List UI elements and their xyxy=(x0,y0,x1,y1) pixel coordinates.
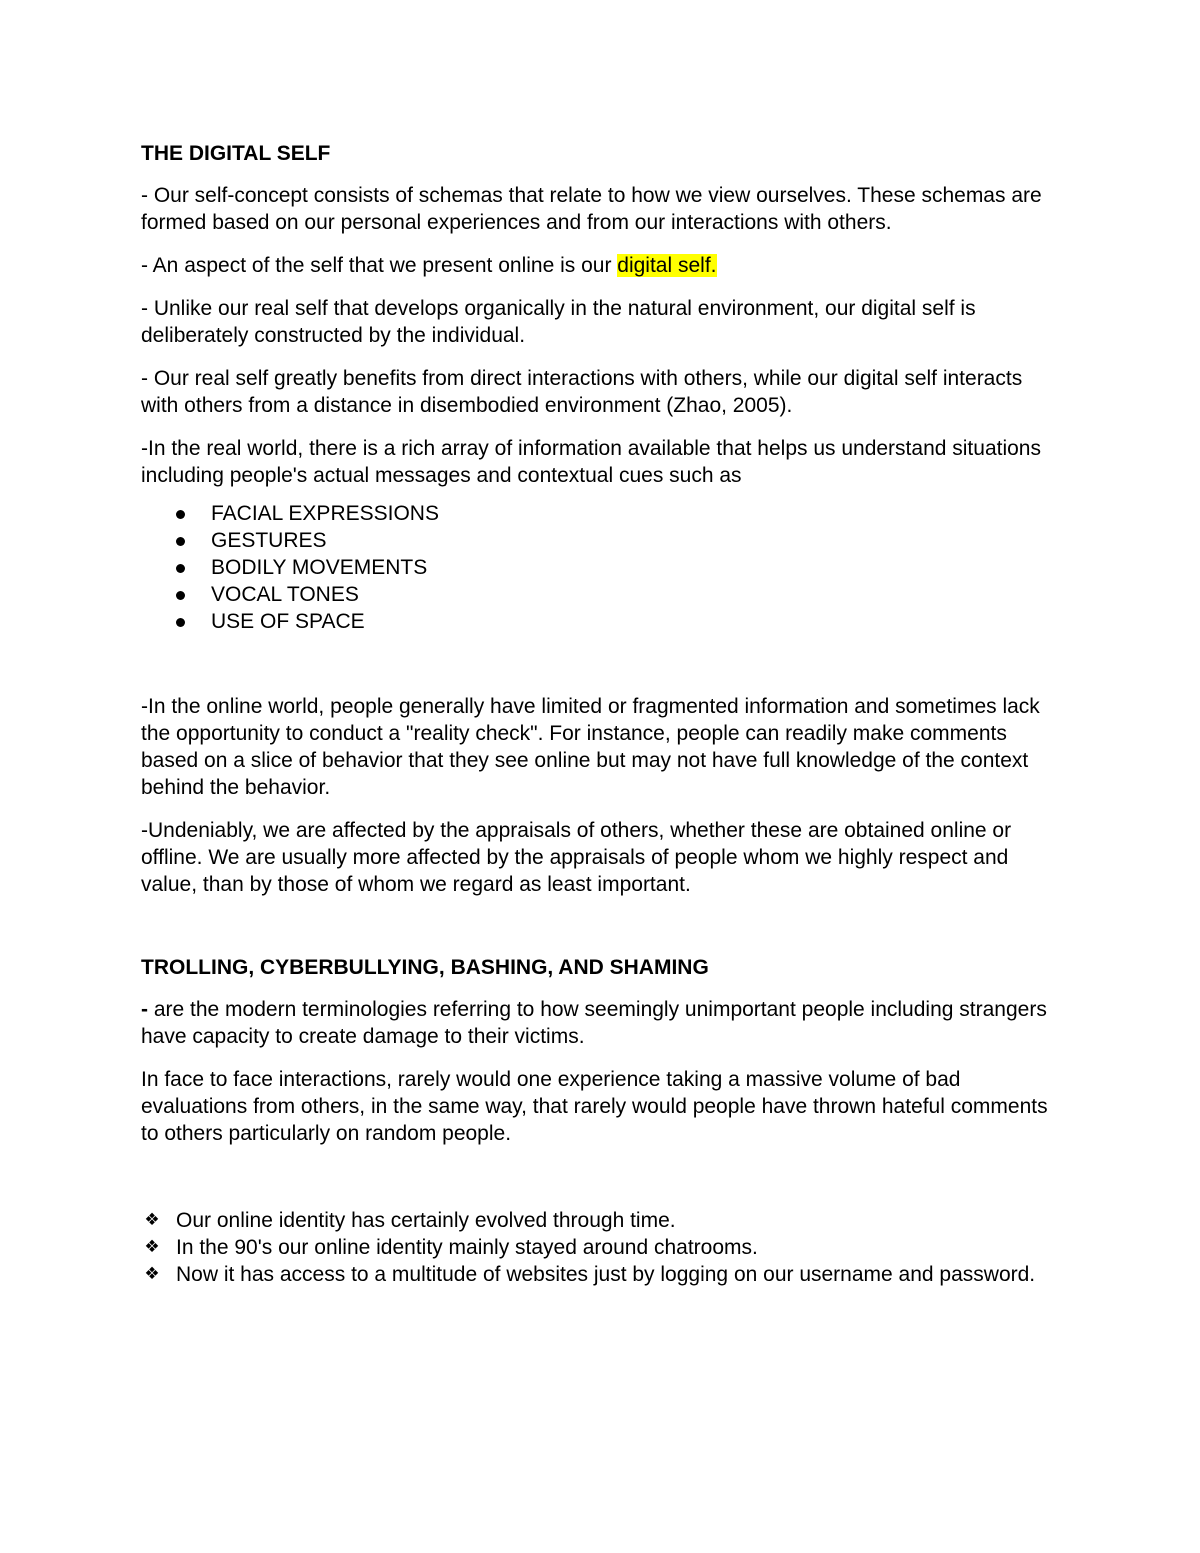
list-item-text: Now it has access to a multitude of websites just by logging on our username and password. xyxy=(176,1263,1036,1286)
list-item-text: FACIAL EXPRESSIONS xyxy=(211,502,439,525)
paragraph-real-world: -In the real world, there is a rich array of information available that helps us understand situations including people's actual messages and contextual cues such as xyxy=(141,437,1041,487)
paragraph-modern-terminologies xyxy=(141,996,1061,1050)
list-item xyxy=(144,1207,1061,1234)
list-item-text: Our online identity has certainly evolved through time. xyxy=(176,1209,676,1232)
paragraph-online-world: -In the online world, people generally have limited or fragmented information and sometimes lack the opportunity to conduct a "reality check". For instance, people can readily make comments based on a slice of behavior that they see online but may not have full knowledge of the context behind the behavior. xyxy=(141,695,1040,799)
list-item xyxy=(144,1234,1061,1261)
list-item-text: VOCAL TONES xyxy=(211,583,359,606)
paragraph-self-concept: - Our self-concept consists of schemas that relate to how we view ourselves. These schemas are formed based on our personal experiences and from our interactions with others. xyxy=(141,184,1042,234)
paragraph-real-vs-digital: - Unlike our real self that develops organically in the natural environment, our digital self is deliberately constructed by the individual. xyxy=(141,297,976,347)
diamond-bullet-icon: ❖ xyxy=(144,1237,160,1257)
list-item-text: BODILY MOVEMENTS xyxy=(211,556,428,579)
spacer xyxy=(141,635,1061,693)
bullet-icon xyxy=(176,564,185,573)
bullet-icon xyxy=(176,591,185,600)
contextual-cues-list xyxy=(141,500,1061,635)
online-identity-list xyxy=(141,1207,1061,1288)
section-heading-digital-self: THE DIGITAL SELF xyxy=(141,142,331,165)
highlighted-term: digital self. xyxy=(617,254,717,277)
list-item xyxy=(144,1261,1061,1288)
paragraph-digital-self-text: - An aspect of the self that we present online is our xyxy=(141,254,618,277)
paragraph-face-to-face: In face to face interactions, rarely would one experience taking a massive volume of bad evaluations from others, in the same way, that rarely would people have thrown hateful comments to others particularly on random people. xyxy=(141,1068,1048,1145)
list-item-text: GESTURES xyxy=(211,529,327,552)
list-item xyxy=(211,527,1061,554)
list-item xyxy=(211,608,1061,635)
bullet-icon xyxy=(176,618,185,627)
list-item xyxy=(211,554,1061,581)
bullet-icon xyxy=(176,537,185,546)
diamond-bullet-icon: ❖ xyxy=(144,1264,160,1284)
list-item xyxy=(211,581,1061,608)
list-item-text: In the 90's our online identity mainly stayed around chatrooms. xyxy=(176,1236,758,1259)
list-item-text: USE OF SPACE xyxy=(211,610,365,633)
dash-marker: - xyxy=(141,998,148,1021)
section-heading-trolling: TROLLING, CYBERBULLYING, BASHING, AND SHAMING xyxy=(141,956,709,979)
bullet-icon xyxy=(176,510,185,519)
list-item xyxy=(211,500,1061,527)
document-page xyxy=(141,140,1061,1288)
paragraph-modern-terminologies-text: are the modern terminologies referring to how seemingly unimportant people including strangers have capacity to create damage to their victims. xyxy=(141,998,1047,1048)
paragraph-appraisals: -Undeniably, we are affected by the appraisals of others, whether these are obtained online or offline. We are usually more affected by the appraisals of people whom we highly respect and value, than by those of whom we regard as least important. xyxy=(141,819,1012,896)
paragraph-digital-self xyxy=(141,252,1061,279)
diamond-bullet-icon: ❖ xyxy=(144,1210,160,1230)
paragraph-direct-interactions: - Our real self greatly benefits from direct interactions with others, while our digital self interacts with others from a distance in disembodied environment (Zhao, 2005). xyxy=(141,367,1023,417)
